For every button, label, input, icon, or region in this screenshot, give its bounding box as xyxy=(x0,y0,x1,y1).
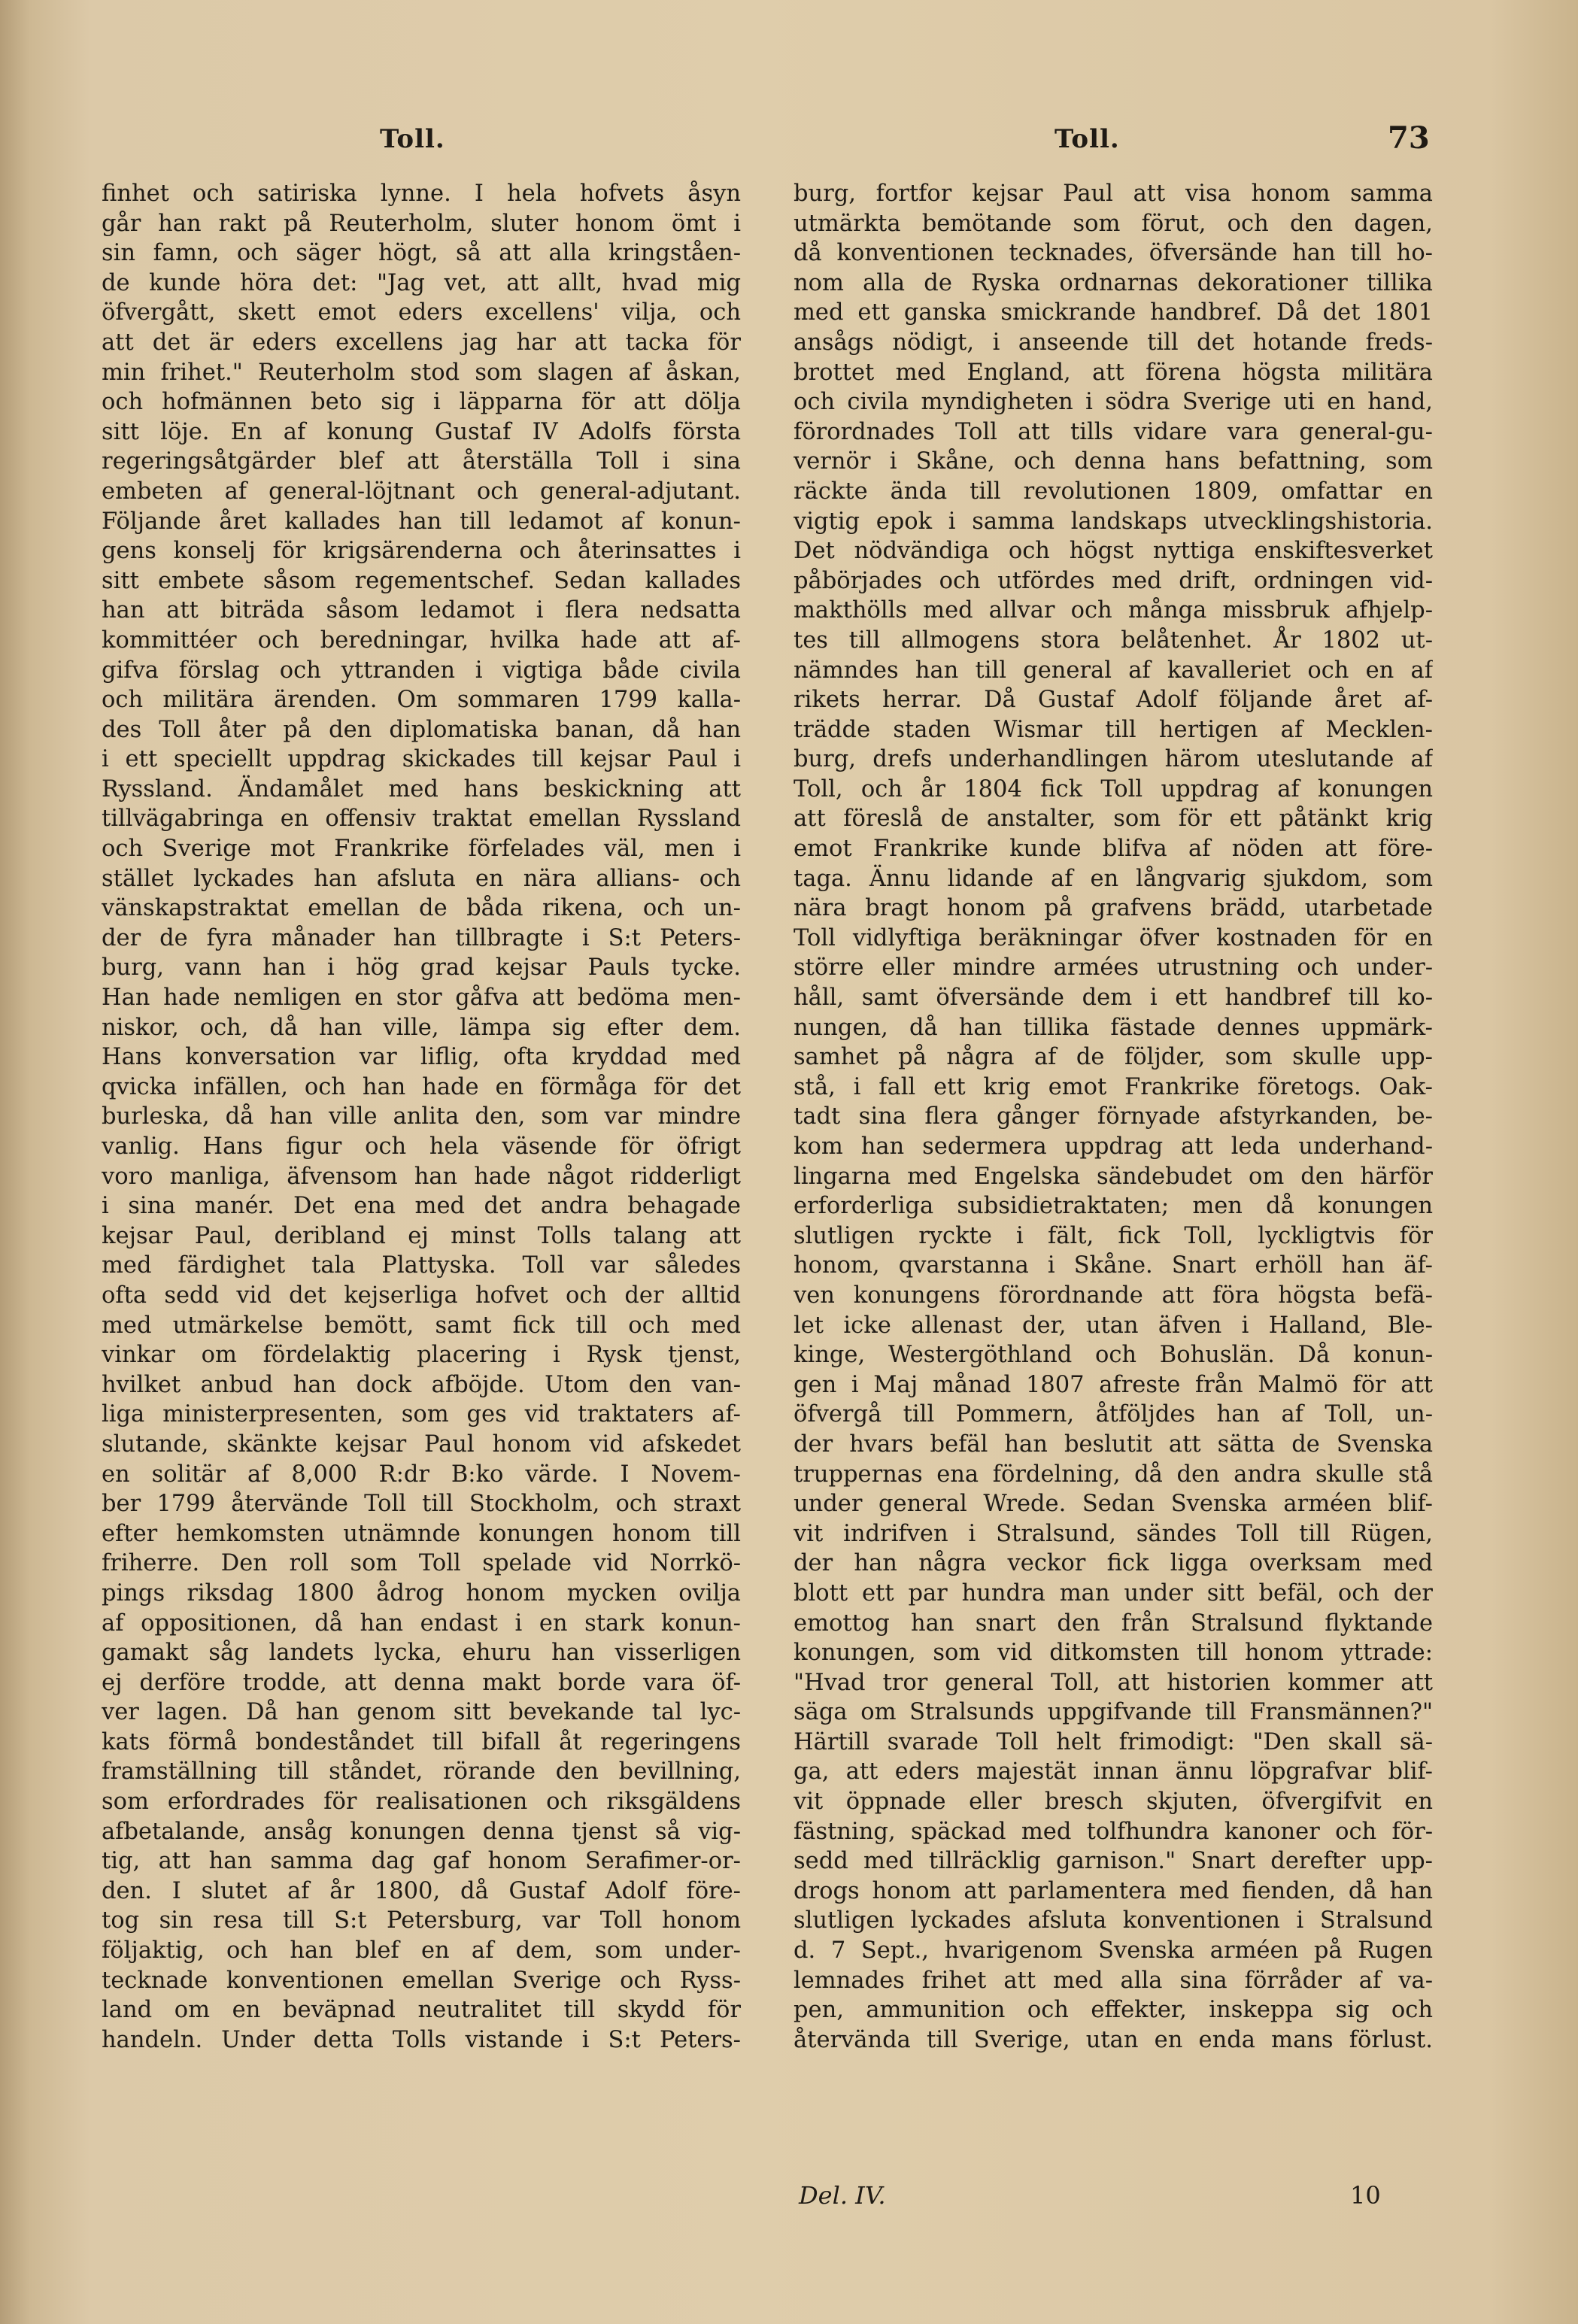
text-line: blott ett par hundra man under sitt befäl, och der xyxy=(794,1579,1433,1606)
text-line: påbörjades och utfördes med drift, ordningen vid- xyxy=(794,567,1433,594)
text-line: stället lyckades han afsluta en nära allians- och xyxy=(102,865,741,892)
text-line: hvilket anbud han dock afböjde. Utom den van- xyxy=(102,1371,741,1398)
text-line: tadt sina flera gånger förnyade afstyrkanden, be- xyxy=(794,1103,1433,1130)
text-line: slutligen ryckte i fält, fick Toll, lyckligtvis för xyxy=(794,1222,1433,1249)
text-line: han att biträda såsom ledamot i flera nedsatta xyxy=(102,597,741,624)
text-line: makthölls med allvar och många missbruk afhjelp- xyxy=(794,597,1433,624)
text-line: i sina manér. Det ena med det andra behagade xyxy=(102,1193,741,1220)
text-line: kejsar Paul, deribland ej minst Tolls talang att xyxy=(102,1222,741,1249)
text-line: ga, att eders majestät innan ännu löpgrafvar blif- xyxy=(794,1758,1433,1785)
text-line: Toll, och år 1804 fick Toll uppdrag af konungen xyxy=(794,775,1433,802)
text-line: utmärkta bemötande som förut, och den dagen, xyxy=(794,210,1433,237)
text-line: trädde staden Wismar till hertigen af Mecklen- xyxy=(794,716,1433,743)
text-line: ven konungens förordnande att föra högsta befä- xyxy=(794,1282,1433,1309)
text-line: nom alla de Ryska ordnarnas dekorationer tillika xyxy=(794,269,1433,296)
text-line: går han rakt på Reuterholm, sluter honom ömt i xyxy=(102,210,741,237)
text-line: efter hemkomsten utnämnde konungen honom till xyxy=(102,1520,741,1547)
text-line: sin famn, och säger högt, så att alla kringståen- xyxy=(102,240,741,267)
text-line: sedd med tillräcklig garnison." Snart derefter upp- xyxy=(794,1848,1433,1875)
text-line: ver lagen. Då han genom sitt bevekande tal lyc- xyxy=(102,1699,741,1726)
text-line: gifva förslag och yttranden i vigtiga både civila xyxy=(102,657,741,684)
text-line: erforderliga subsidietraktaten; men då konungen xyxy=(794,1193,1433,1220)
text-line: handeln. Under detta Tolls vistande i S:t Peters- xyxy=(102,2026,741,2053)
text-line: embeten af general-löjtnant och general-adjutant. xyxy=(102,478,741,505)
text-line: "Hvad tror general Toll, att historien kommer att xyxy=(794,1669,1433,1696)
text-line: d. 7 Sept., hvarigenom Svenska arméen på Rugen xyxy=(794,1937,1433,1964)
text-line: säga om Stralsunds uppgifvande till Fransmännen?" xyxy=(794,1699,1433,1726)
text-line: och civila myndigheten i södra Sverige uti en hand, xyxy=(794,389,1433,416)
text-line: lingarna med Engelska sändebudet om den härför xyxy=(794,1163,1433,1190)
text-line: taga. Ännu lidande af en långvarig sjukdom, som xyxy=(794,865,1433,892)
text-line: af oppositionen, då han endast i en stark konun- xyxy=(102,1610,741,1637)
text-line: sitt embete såsom regementschef. Sedan kallades xyxy=(102,567,741,594)
text-line: land om en beväpnad neutralitet till skydd för xyxy=(102,1997,741,2024)
text-line: burleska, då han ville anlita den, som var mindre xyxy=(102,1103,741,1130)
text-line: burg, fortfor kejsar Paul att visa honom samma xyxy=(794,181,1433,207)
text-line: let icke allenast der, utan äfven i Halland, Ble- xyxy=(794,1312,1433,1339)
page-number: 73 xyxy=(1388,120,1430,156)
text-line: Toll vidlyftiga beräkningar öfver kostnaden för en xyxy=(794,924,1433,951)
text-line: liga ministerpresenten, som ges vid traktaters af- xyxy=(102,1401,741,1428)
text-line: att föreslå de anstalter, som för ett påtänkt krig xyxy=(794,806,1433,833)
text-line: att det är eders excellens jag har att tacka för xyxy=(102,329,741,356)
text-line: större eller mindre armées utrustning och under- xyxy=(794,954,1433,981)
text-line: qvicka infällen, och han hade en förmåga för det xyxy=(102,1073,741,1100)
text-line: burg, vann han i hög grad kejsar Pauls tycke. xyxy=(102,954,741,981)
text-line: tecknade konventionen emellan Sverige och Ryss- xyxy=(102,1967,741,1994)
text-line: och militära ärenden. Om sommaren 1799 kalla- xyxy=(102,687,741,714)
text-line: truppernas ena fördelning, då den andra skulle stå xyxy=(794,1461,1433,1488)
text-line: med ett ganska smickrande handbref. Då det 1801 xyxy=(794,299,1433,326)
text-line: tes till allmogens stora belåtenhet. År 1802 ut- xyxy=(794,627,1433,654)
text-line: pen, ammunition och effekter, inskeppa sig och xyxy=(794,1997,1433,2024)
text-line: tillvägabringa en offensiv traktat emellan Ryssland xyxy=(102,806,741,833)
text-line: pings riksdag 1800 ådrog honom mycken ovilja xyxy=(102,1579,741,1606)
text-line: friherre. Den roll som Toll spelade vid Norrkö- xyxy=(102,1550,741,1577)
footer-signature: Del. IV. xyxy=(799,2181,886,2210)
text-line: räckte ända till revolutionen 1809, omfattar en xyxy=(794,478,1433,505)
text-line: kinge, Westergöthland och Bohuslän. Då konun- xyxy=(794,1342,1433,1369)
text-line: der de fyra månader han tillbragte i S:t Peters- xyxy=(102,924,741,951)
text-line: emot Frankrike kunde blifva af nöden att före- xyxy=(794,836,1433,863)
right-text-column xyxy=(794,179,1433,2055)
text-line: ansågs nödigt, i anseende till det hotande freds- xyxy=(794,329,1433,356)
text-line: som erfordrades för realisationen och riksgäldens xyxy=(102,1789,741,1816)
text-line: framställning till ståndet, rörande den bevillning, xyxy=(102,1758,741,1785)
text-line: kom han sedermera uppdrag att leda underhand- xyxy=(794,1133,1433,1160)
text-line: konungen, som vid ditkomsten till honom yttrade: xyxy=(794,1640,1433,1667)
text-line: ej derföre trodde, att denna makt borde vara öf- xyxy=(102,1669,741,1696)
text-line: nära bragt honom på grafvens brädd, utarbetade xyxy=(794,895,1433,922)
text-line: då konventionen tecknades, öfversände han till ho- xyxy=(794,240,1433,267)
text-line: vänskapstraktat emellan de båda rikena, och un- xyxy=(102,895,741,922)
text-line: med färdighet tala Plattyska. Toll var således xyxy=(102,1252,741,1279)
text-line: kats förmå bondeståndet till bifall åt regeringens xyxy=(102,1728,741,1755)
text-line: Han hade nemligen en stor gåfva att bedöma men- xyxy=(102,985,741,1012)
text-line: håll, samt öfversände dem i ett handbref till ko- xyxy=(794,985,1433,1012)
text-line: brottet med England, att förena högsta militära xyxy=(794,359,1433,386)
text-line: Följande året kallades han till ledamot af konun- xyxy=(102,508,741,535)
text-line: gen i Maj månad 1807 afreste från Malmö för att xyxy=(794,1371,1433,1398)
text-line: vanlig. Hans figur och hela väsende för öfrigt xyxy=(102,1133,741,1160)
text-line: Ryssland. Ändamålet med hans beskickning att xyxy=(102,775,741,802)
text-line: vit indrifven i Stralsund, sändes Toll till Rügen, xyxy=(794,1520,1433,1547)
text-line: kommittéer och beredningar, hvilka hade att af- xyxy=(102,627,741,654)
text-line: gamakt såg landets lycka, ehuru han visserligen xyxy=(102,1640,741,1667)
text-line: samhet på några af de följder, som skulle upp- xyxy=(794,1044,1433,1071)
text-line: der hvars befäl han beslutit att sätta de Svenska xyxy=(794,1431,1433,1458)
text-line: ofta sedd vid det kejserliga hofvet och der alltid xyxy=(102,1282,741,1309)
text-line: ber 1799 återvände Toll till Stockholm, och straxt xyxy=(102,1491,741,1518)
text-line: burg, drefs underhandlingen härom uteslutande af xyxy=(794,746,1433,773)
text-line: de kunde höra det: "Jag vet, att allt, hvad mig xyxy=(102,269,741,296)
text-line: finhet och satiriska lynne. I hela hofvets åsyn xyxy=(102,181,741,207)
text-line: vigtig epok i samma landskaps utvecklingshistoria. xyxy=(794,508,1433,535)
text-line: återvända till Sverige, utan en enda mans förlust. xyxy=(794,2026,1433,2053)
text-line: tig, att han samma dag gaf honom Serafimer-or- xyxy=(102,1848,741,1875)
text-line: under general Wrede. Sedan Svenska arméen blif- xyxy=(794,1491,1433,1518)
text-line: följaktig, och han blef en af dem, som under- xyxy=(102,1937,741,1964)
text-line: slutligen lyckades afsluta konventionen i Stralsund xyxy=(794,1907,1433,1934)
text-line: der han några veckor fick ligga overksam med xyxy=(794,1550,1433,1577)
text-line: öfvergått, skett emot eders excellens' vilja, och xyxy=(102,299,741,326)
text-line: gens konselj för krigsärenderna och återinsattes i xyxy=(102,538,741,565)
text-line: den. I slutet af år 1800, då Gustaf Adolf före- xyxy=(102,1877,741,1904)
text-line: regeringsåtgärder blef att återställa Toll i sina xyxy=(102,448,741,475)
text-line: öfvergå till Pommern, åtföljdes han af Toll, un- xyxy=(794,1401,1433,1428)
text-line: nämndes han till general af kavalleriet och en af xyxy=(794,657,1433,684)
text-line: lemnades frihet att med alla sina förråder af va- xyxy=(794,1967,1433,1994)
text-line: Hans konversation var liflig, ofta kryddad med xyxy=(102,1044,741,1071)
text-line: stå, i fall ett krig emot Frankrike företogs. Oak- xyxy=(794,1073,1433,1100)
text-line: niskor, och, då han ville, lämpa sig efter dem. xyxy=(102,1014,741,1041)
text-line: des Toll åter på den diplomatiska banan, då han xyxy=(102,716,741,743)
text-line: vit öppnade eller bresch skjuten, öfvergifvit en xyxy=(794,1789,1433,1816)
text-line: min frihet." Reuterholm stod som slagen af åskan, xyxy=(102,359,741,386)
text-line: drogs honom att parlamentera med fienden, då han xyxy=(794,1877,1433,1904)
text-line: honom, qvarstanna i Skåne. Snart erhöll han äf- xyxy=(794,1252,1433,1279)
left-text-column xyxy=(102,179,741,2055)
text-line: voro manliga, äfvensom han hade något ridderligt xyxy=(102,1163,741,1190)
text-line: vinkar om fördelaktig placering i Rysk tjenst, xyxy=(102,1342,741,1369)
text-line: Härtill svarade Toll helt frimodigt: "Den skall sä- xyxy=(794,1728,1433,1755)
text-line: nungen, då han tillika fästade dennes uppmärk- xyxy=(794,1014,1433,1041)
text-line: med utmärkelse bemött, samt fick till och med xyxy=(102,1312,741,1339)
text-line: fästning, späckad med tolfhundra kanoner och för- xyxy=(794,1818,1433,1845)
text-line: afbetalande, ansåg konungen denna tjenst så vig- xyxy=(102,1818,741,1845)
text-line: och hofmännen beto sig i läpparna för att dölja xyxy=(102,389,741,416)
text-line: förordnades Toll att tills vidare vara general-gu- xyxy=(794,418,1433,445)
text-line: och Sverige mot Frankrike förfelades väl, men i xyxy=(102,836,741,863)
text-line: vernör i Skåne, och denna hans befattning, som xyxy=(794,448,1433,475)
text-line: tog sin resa till S:t Petersburg, var Toll honom xyxy=(102,1907,741,1934)
text-line: Det nödvändiga och högst nyttiga enskiftesverket xyxy=(794,538,1433,565)
text-line: en solitär af 8,000 R:dr B:ko värde. I Novem- xyxy=(102,1461,741,1488)
running-head-left: Toll. xyxy=(380,124,445,154)
text-line: rikets herrar. Då Gustaf Adolf följande året af- xyxy=(794,687,1433,714)
footer-sheet-number: 10 xyxy=(1350,2181,1381,2210)
running-head-right: Toll. xyxy=(1055,124,1120,154)
text-line: i ett speciellt uppdrag skickades till kejsar Paul i xyxy=(102,746,741,773)
text-line: slutande, skänkte kejsar Paul honom vid afskedet xyxy=(102,1431,741,1458)
text-line: emottog han snart den från Stralsund flyktande xyxy=(794,1610,1433,1637)
text-line: sitt löje. En af konung Gustaf IV Adolfs första xyxy=(102,418,741,445)
